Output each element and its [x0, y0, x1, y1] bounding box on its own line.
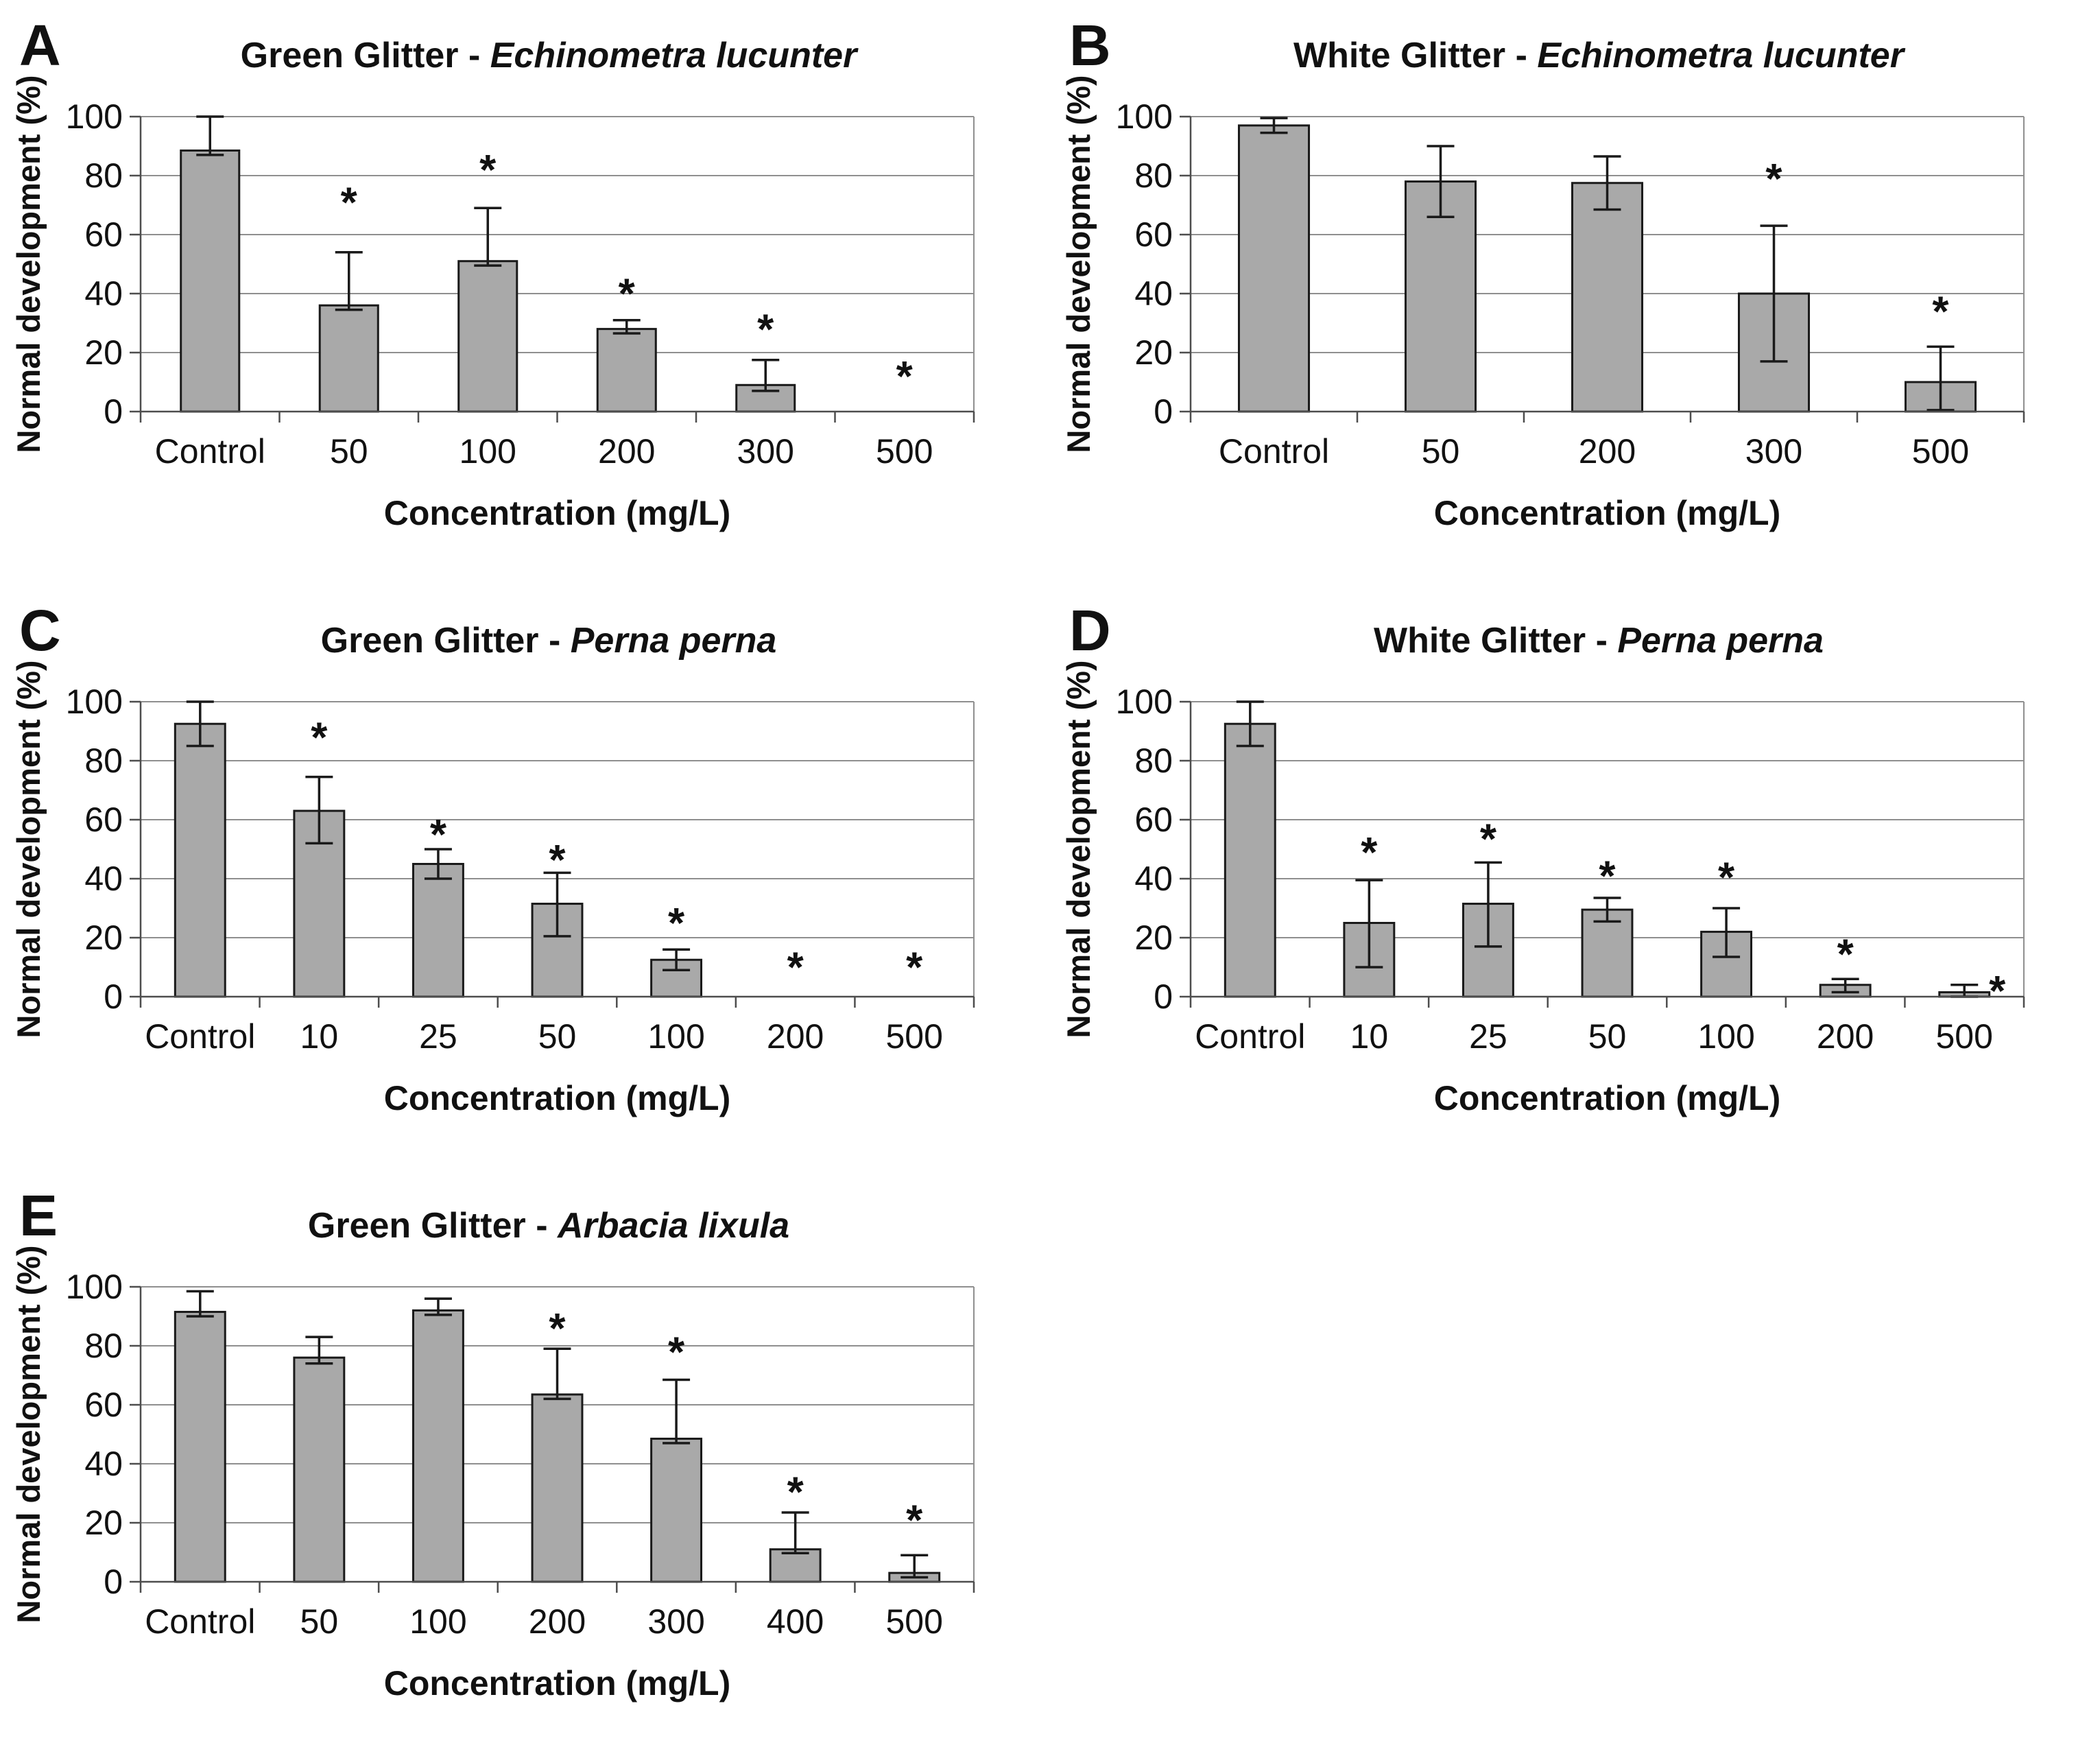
sig-asterisk: * [1989, 968, 2006, 1016]
x-tick-label-Control: Control [1195, 1017, 1306, 1056]
x-tick-label-25: 25 [419, 1017, 457, 1056]
y-axis-title: Normal development (%) [1060, 660, 1097, 1039]
chart-title [1374, 621, 1824, 661]
x-tick-label-300: 300 [737, 432, 794, 471]
chart-title-species: Echinometra lucunter [490, 36, 857, 75]
sig-asterisk: * [618, 270, 635, 318]
x-axis-title: Concentration (mg/L) [383, 1079, 731, 1117]
sig-asterisk: * [1765, 156, 1782, 203]
sig-asterisk: * [1479, 816, 1496, 864]
x-tick-label-10: 10 [300, 1017, 339, 1056]
y-tick-label-40: 40 [1134, 859, 1173, 898]
sig-asterisk: * [1361, 829, 1378, 877]
sig-asterisk: * [311, 714, 328, 762]
bar-A-50 [320, 305, 378, 412]
x-tick-label-50: 50 [538, 1017, 577, 1056]
panel-letter: D [1069, 598, 1111, 663]
sig-asterisk: * [1599, 853, 1616, 901]
x-tick-label-100: 100 [1697, 1017, 1755, 1056]
x-tick-label-25: 25 [1469, 1017, 1507, 1056]
x-tick-label-400: 400 [766, 1602, 824, 1641]
sig-asterisk: * [668, 900, 685, 948]
x-tick-label-100: 100 [459, 432, 516, 471]
chart-title [1293, 36, 1906, 75]
panel-letter: B [1069, 13, 1111, 78]
y-axis-title: Normal development (%) [10, 1245, 47, 1624]
y-tick-label-80: 80 [1134, 741, 1173, 780]
y-tick-label-40: 40 [84, 274, 123, 313]
y-tick-label-20: 20 [84, 1504, 123, 1542]
panel-letter: C [19, 598, 61, 663]
x-tick-label-10: 10 [1350, 1017, 1389, 1056]
x-tick-label-200: 200 [766, 1017, 824, 1056]
bar-B-200 [1572, 183, 1642, 412]
bar-D-Control [1225, 724, 1275, 997]
bar-C-Control [175, 724, 225, 997]
x-tick-label-500: 500 [1911, 432, 1970, 471]
chart-title-species: Perna perna [1617, 621, 1824, 661]
chart-title [321, 621, 777, 661]
bar-E-300 [652, 1438, 702, 1582]
chart-panel-e [0, 1170, 1050, 1755]
sig-asterisk: * [906, 1497, 923, 1545]
y-tick-label-40: 40 [84, 859, 123, 898]
sig-asterisk: * [906, 944, 923, 992]
y-tick-label-0: 0 [104, 1563, 123, 1601]
x-axis-title: Concentration (mg/L) [383, 1664, 731, 1702]
bar-B-Control [1239, 126, 1309, 412]
y-tick-label-80: 80 [84, 1327, 123, 1365]
x-tick-label-Control: Control [154, 432, 265, 471]
chart-panel-c [0, 585, 1050, 1170]
y-tick-label-0: 0 [1154, 977, 1173, 1016]
bar-E-Control [175, 1312, 225, 1582]
x-tick-label-300: 300 [1745, 432, 1803, 471]
y-tick-label-60: 60 [1134, 800, 1173, 839]
x-tick-label-500: 500 [885, 1602, 943, 1641]
x-tick-label-300: 300 [647, 1602, 705, 1641]
chart-title-prefix: Green Glitter - [240, 36, 490, 75]
chart-title [308, 1206, 789, 1246]
x-tick-label-50: 50 [329, 432, 368, 471]
y-tick-label-100: 100 [1115, 683, 1173, 721]
x-axis-title: Concentration (mg/L) [1433, 1079, 1781, 1117]
x-tick-label-200: 200 [1578, 432, 1636, 471]
bar-E-100 [413, 1310, 463, 1582]
bar-A-Control [181, 150, 239, 412]
x-tick-label-50: 50 [300, 1602, 339, 1641]
y-axis-title: Normal development (%) [10, 660, 47, 1039]
bar-A-200 [597, 329, 656, 412]
x-tick-label-Control: Control [1218, 432, 1330, 471]
sig-asterisk: * [549, 1305, 566, 1353]
sig-asterisk: * [1837, 931, 1854, 979]
y-tick-label-0: 0 [1154, 392, 1173, 431]
y-tick-label-60: 60 [1134, 215, 1173, 254]
sig-asterisk: * [429, 811, 446, 859]
x-tick-label-100: 100 [647, 1017, 705, 1056]
sig-asterisk: * [896, 353, 913, 401]
chart-panel-a [0, 0, 1050, 585]
x-tick-label-100: 100 [409, 1602, 467, 1641]
x-tick-label-Control: Control [145, 1602, 256, 1641]
panel-letter: A [19, 13, 61, 78]
x-tick-label-50: 50 [1421, 432, 1460, 471]
y-axis-title: Normal development (%) [10, 75, 47, 453]
y-axis-title: Normal development (%) [1060, 75, 1097, 453]
sig-asterisk: * [787, 1469, 804, 1517]
x-axis-title: Concentration (mg/L) [383, 494, 731, 532]
x-tick-label-200: 200 [598, 432, 656, 471]
sig-asterisk: * [340, 179, 357, 227]
y-tick-label-60: 60 [84, 1386, 123, 1424]
chart-title-species: Arbacia lixula [557, 1206, 790, 1246]
sig-asterisk: * [757, 306, 774, 354]
chart-title-species: Perna perna [570, 621, 777, 661]
y-tick-label-40: 40 [1134, 274, 1173, 313]
chart-panel-b [1050, 0, 2100, 585]
y-tick-label-60: 60 [84, 800, 123, 839]
x-tick-label-500: 500 [1935, 1017, 1993, 1056]
y-tick-label-80: 80 [84, 741, 123, 780]
chart-title [241, 36, 859, 75]
chart-panel-d [1050, 585, 2100, 1170]
bar-A-100 [459, 261, 517, 412]
y-tick-label-60: 60 [84, 215, 123, 254]
sig-asterisk: * [549, 836, 566, 884]
chart-title-species: Echinometra lucunter [1537, 36, 1904, 75]
y-tick-label-100: 100 [65, 1268, 123, 1306]
y-tick-label-20: 20 [1134, 333, 1173, 372]
chart-title-prefix: Green Glitter - [320, 621, 571, 661]
bar-E-50 [294, 1357, 344, 1582]
chart-title-prefix: White Glitter - [1374, 621, 1618, 661]
sig-asterisk: * [479, 147, 497, 195]
bar-C-25 [413, 864, 463, 997]
bar-E-200 [532, 1395, 582, 1582]
y-tick-label-100: 100 [1115, 97, 1173, 136]
x-tick-label-200: 200 [1816, 1017, 1874, 1056]
sig-asterisk: * [787, 944, 804, 992]
y-tick-label-20: 20 [84, 333, 123, 372]
x-tick-label-500: 500 [885, 1017, 943, 1056]
x-tick-label-200: 200 [528, 1602, 586, 1641]
sig-asterisk: * [1932, 288, 1949, 336]
sig-asterisk: * [1718, 854, 1735, 902]
y-tick-label-20: 20 [84, 918, 123, 957]
panel-letter: E [19, 1183, 58, 1248]
x-tick-label-50: 50 [1588, 1017, 1627, 1056]
y-tick-label-0: 0 [104, 392, 123, 431]
x-tick-label-500: 500 [876, 432, 933, 471]
chart-title-prefix: Green Glitter - [307, 1206, 558, 1246]
bar-D-50 [1582, 910, 1632, 997]
y-tick-label-20: 20 [1134, 918, 1173, 957]
chart-title-prefix: White Glitter - [1293, 36, 1538, 75]
y-tick-label-0: 0 [104, 977, 123, 1016]
y-tick-label-80: 80 [1134, 156, 1173, 195]
y-tick-label-100: 100 [65, 97, 123, 136]
sig-asterisk: * [668, 1329, 685, 1377]
y-tick-label-80: 80 [84, 156, 123, 195]
x-axis-title: Concentration (mg/L) [1433, 494, 1781, 532]
empty-panel-slot [1050, 1170, 2100, 1756]
x-tick-label-Control: Control [145, 1017, 256, 1056]
y-tick-label-40: 40 [84, 1445, 123, 1483]
y-tick-label-100: 100 [65, 683, 123, 721]
